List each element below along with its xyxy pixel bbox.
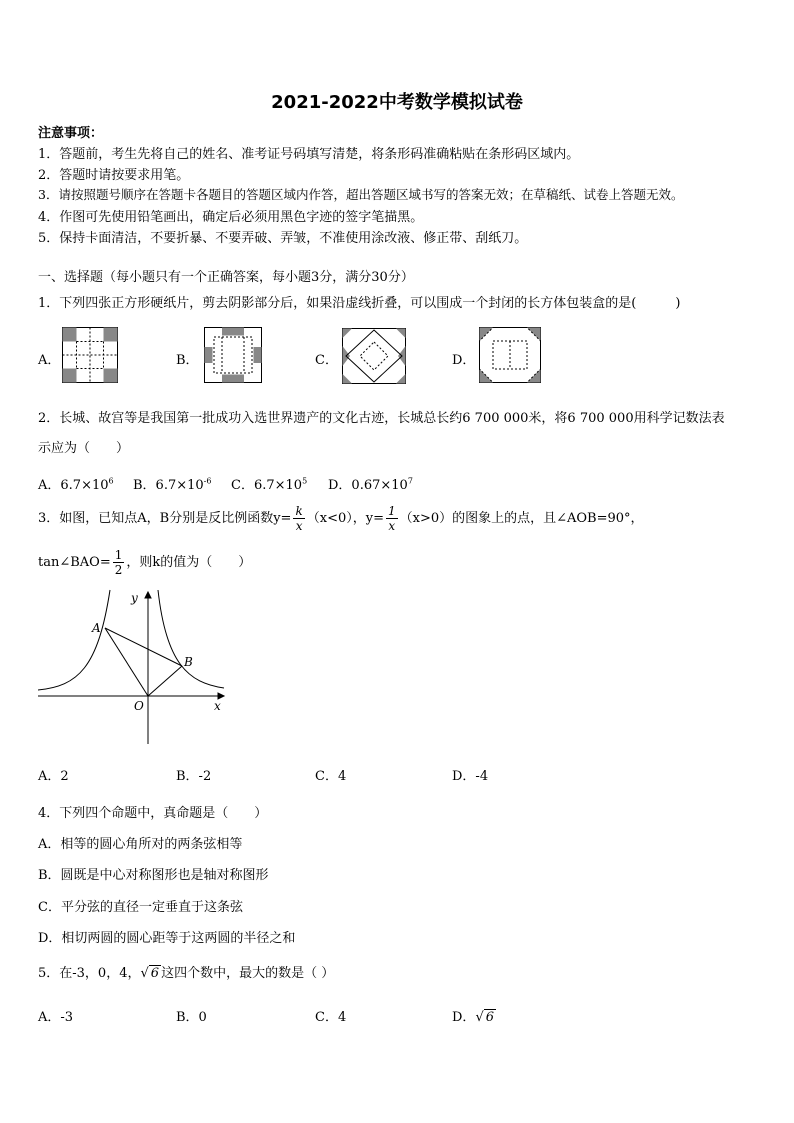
question-2-stem-line2: 示应为（ ）: [38, 441, 130, 456]
q2-option-d: D．$0.67\times 10^7$: [328, 476, 413, 493]
q4-option-a: A．相等的圆心角所对的两条弦相等: [38, 837, 243, 852]
question-3-stem-line2: tan∠BAO= $\frac{1}{2}$ ，则k的值为（ ）: [38, 548, 252, 577]
q5-option-c: C．4: [315, 1010, 347, 1025]
label-b: B: [184, 655, 193, 669]
question-3-stem-line1: 3．如图，已知点A，B分别是反比例函数y= $\frac{k}{x}$ （x<0），y= $\frac{1}{x}$ （x>0）的图象上的点，且∠AOB=90°，: [38, 504, 644, 533]
sqrt: √ 6: [140, 966, 160, 981]
q5-option-b: B．0: [176, 1010, 207, 1025]
curve-right: [158, 590, 224, 688]
q1-option-d-figure: [479, 327, 541, 383]
question-4-stem: 4．下列四个命题中，真命题是（ ）: [38, 806, 268, 821]
q2-option-c: C．$6.7\times 10^5$: [231, 476, 308, 493]
q4-option-b: B．圆既是中心对称图形也是轴对称图形: [38, 868, 269, 883]
q5-option-d: D．√ 6: [452, 1010, 495, 1025]
q1-option-b-label: B．: [176, 353, 199, 368]
sqrt: √ 6: [475, 1010, 495, 1025]
notice-heading: 注意事项：: [38, 126, 104, 141]
label-y: y: [131, 591, 138, 605]
q3-option-b: B．-2: [176, 769, 212, 784]
q2-option-b: B．$6.7\times 10^{-6}$: [133, 476, 212, 493]
q1-option-a-figure: [62, 327, 118, 383]
question-1-stem: 1．下列四张正方形硬纸片，剪去阴影部分后，如果沿虚线折叠，可以围成一个封闭的长方体包装盒的是( ): [38, 296, 681, 311]
fraction: $\frac{1}{2}$: [114, 548, 123, 577]
segment-ob: [148, 666, 182, 696]
q1-option-c-figure: [342, 328, 406, 384]
notice-item: 2．答题时请按要求用笔。: [38, 168, 190, 183]
q3-option-d: D．-4: [452, 769, 489, 784]
notice-item: 5．保持卡面清洁，不要折暴、不要弄破、弄皱，不准使用涂改液、修正带、刮纸刀。: [38, 231, 528, 246]
q1-option-b-figure: [204, 327, 262, 383]
label-x: x: [214, 699, 221, 713]
label-a: A: [92, 621, 101, 635]
fraction: $\frac{k}{x}$: [295, 504, 303, 533]
question-2-stem-line1: 2．长城、故宫等是我国第一批成功入选世界遗产的文化古迹，长城总长约6 700 000米，将6 700 000用科学记数法表: [38, 411, 725, 426]
curve-left: [38, 590, 110, 690]
label-o: O: [134, 699, 144, 713]
q1-option-c-label: C．: [315, 353, 338, 368]
q1-option-d-label: D．: [452, 353, 476, 368]
q5-option-a: A．-3: [38, 1010, 74, 1025]
fraction: $\frac{1}{x}$: [387, 504, 396, 533]
q3-option-c: C．4: [315, 769, 347, 784]
notice-item: 4．作图可先使用铅笔画出，确定后必须用黑色字迹的签字笔描黑。: [38, 210, 424, 225]
q1-option-a-label: A．: [38, 353, 61, 368]
page-title: 2021-2022中考数学模拟试卷: [271, 92, 523, 113]
q4-option-c: C．平分弦的直径一定垂直于这条弦: [38, 900, 243, 915]
section-heading: 一、选择题（每小题只有一个正确答案，每小题3分，满分30分）: [38, 270, 414, 285]
notice-item: 3．请按照题号顺序在答题卡各题目的答题区域内作答，超出答题区域书写的答案无效；在草稿纸、试卷上答题无效。: [38, 187, 684, 202]
q2-option-a: A．$6.7\times 10^6$: [38, 476, 114, 493]
notice-item: 1．答题前，考生先将自己的姓名、准考证号码填写清楚，将条形码准确粘贴在条形码区域内。: [38, 147, 580, 162]
question-5-stem: 5．在-3，0，4，√ 6 这四个数中，最大的数是（ ）: [38, 966, 335, 981]
q3-option-a: A．2: [38, 769, 69, 784]
q3-graph: [38, 588, 228, 744]
q4-option-d: D．相切两圆的圆心距等于这两圆的半径之和: [38, 931, 296, 946]
